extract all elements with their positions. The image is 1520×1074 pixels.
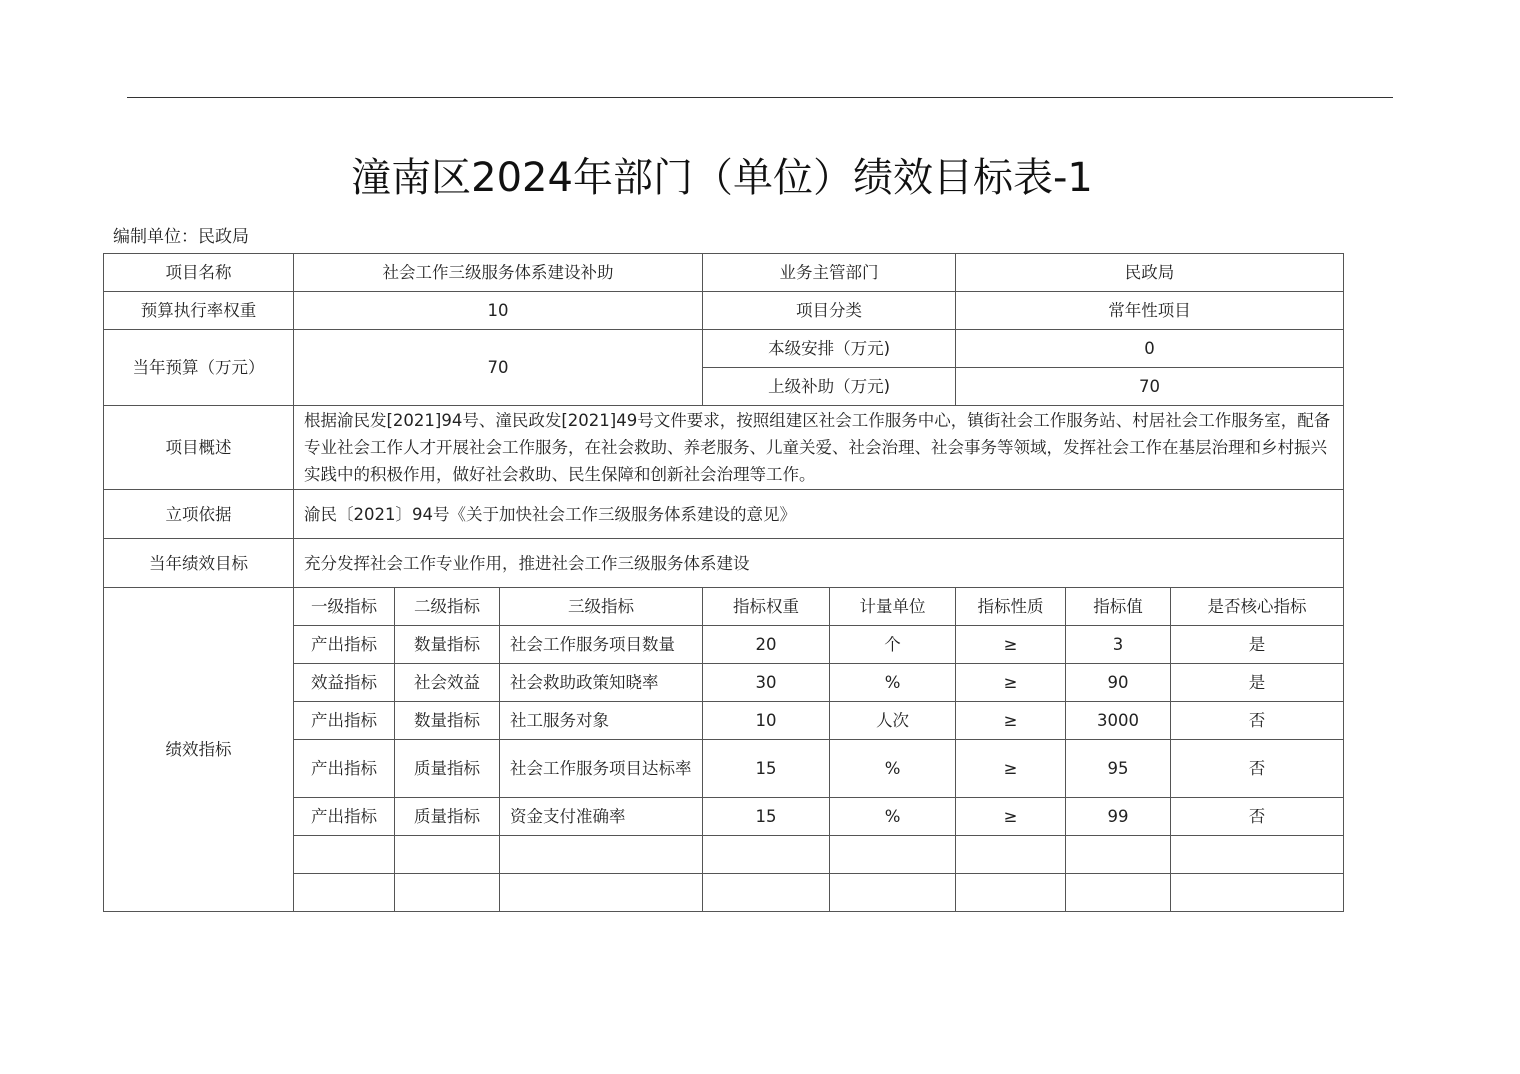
label-superior-subsidy: 上级补助（万元) bbox=[703, 368, 956, 406]
label-budget-weight: 预算执行率权重 bbox=[104, 292, 294, 330]
indicator-core: 是 bbox=[1171, 626, 1344, 664]
indicator-unit: % bbox=[830, 798, 956, 836]
indicator-unit: 个 bbox=[830, 626, 956, 664]
indicator-weight: 15 bbox=[703, 798, 830, 836]
value-overview: 根据渝民发[2021]94号、潼民政发[2021]49号文件要求，按照组建区社会工作服务中心，镇街社会工作服务站、村居社会工作服务室，配备专业社会工作人才开展社会工作服务，在社会救助、养老服务、儿童关爱、社会治理、社会事务等领域，发挥社会工作在基层治理和乡村振兴实践中的积极作用，做好社会救助、民生保障和创新社会治理等工作。 bbox=[294, 406, 1344, 490]
indicator-nature: ≥ bbox=[956, 664, 1066, 702]
indicator-header: 计量单位 bbox=[830, 588, 956, 626]
indicator-level3: 社会工作服务项目达标率 bbox=[500, 740, 703, 798]
indicator-core: 否 bbox=[1171, 740, 1344, 798]
indicator-level3: 社会救助政策知晓率 bbox=[500, 664, 703, 702]
org-line: 编制单位：民政局 bbox=[113, 227, 249, 247]
indicator-level3: 社工服务对象 bbox=[500, 702, 703, 740]
indicator-header: 三级指标 bbox=[500, 588, 703, 626]
label-annual-budget: 当年预算（万元） bbox=[104, 330, 294, 406]
label-annual-goal: 当年绩效目标 bbox=[104, 539, 294, 588]
indicator-header: 二级指标 bbox=[395, 588, 500, 626]
indicator-value: 3000 bbox=[1066, 702, 1171, 740]
indicator-level1: 产出指标 bbox=[294, 626, 395, 664]
value-superior-subsidy: 70 bbox=[956, 368, 1344, 406]
indicator-header: 指标性质 bbox=[956, 588, 1066, 626]
indicator-core: 否 bbox=[1171, 702, 1344, 740]
label-local-arrange: 本级安排（万元) bbox=[703, 330, 956, 368]
label-project-name: 项目名称 bbox=[104, 254, 294, 292]
indicator-unit: % bbox=[830, 664, 956, 702]
indicator-weight: 30 bbox=[703, 664, 830, 702]
indicator-header: 指标权重 bbox=[703, 588, 830, 626]
value-project-name: 社会工作三级服务体系建设补助 bbox=[294, 254, 703, 292]
label-category: 项目分类 bbox=[703, 292, 956, 330]
value-annual-budget: 70 bbox=[294, 330, 703, 406]
indicator-unit: % bbox=[830, 740, 956, 798]
indicator-level2: 质量指标 bbox=[395, 798, 500, 836]
value-category: 常年性项目 bbox=[956, 292, 1344, 330]
indicator-weight: 20 bbox=[703, 626, 830, 664]
indicator-value: 95 bbox=[1066, 740, 1171, 798]
indicator-value: 90 bbox=[1066, 664, 1171, 702]
indicator-unit: 人次 bbox=[830, 702, 956, 740]
indicator-nature: ≥ bbox=[956, 798, 1066, 836]
indicator-level2: 社会效益 bbox=[395, 664, 500, 702]
label-overview: 项目概述 bbox=[104, 406, 294, 490]
indicator-header: 是否核心指标 bbox=[1171, 588, 1344, 626]
indicator-level3: 社会工作服务项目数量 bbox=[500, 626, 703, 664]
indicator-value: 99 bbox=[1066, 798, 1171, 836]
indicator-core: 是 bbox=[1171, 664, 1344, 702]
indicator-weight: 15 bbox=[703, 740, 830, 798]
value-budget-weight: 10 bbox=[294, 292, 703, 330]
label-indicators: 绩效指标 bbox=[104, 588, 294, 912]
indicator-level2: 质量指标 bbox=[395, 740, 500, 798]
document-title: 潼南区2024年部门（单位）绩效目标表-1 bbox=[351, 155, 1093, 201]
value-annual-goal: 充分发挥社会工作专业作用，推进社会工作三级服务体系建设 bbox=[294, 539, 1344, 588]
label-dept: 业务主管部门 bbox=[703, 254, 956, 292]
indicator-level1: 产出指标 bbox=[294, 798, 395, 836]
value-basis: 渝民〔2021〕94号《关于加快社会工作三级服务体系建设的意见》 bbox=[294, 490, 1344, 539]
indicator-level3: 资金支付准确率 bbox=[500, 798, 703, 836]
indicator-nature: ≥ bbox=[956, 626, 1066, 664]
indicator-core: 否 bbox=[1171, 798, 1344, 836]
header-rule bbox=[127, 97, 1393, 98]
indicator-level2: 数量指标 bbox=[395, 702, 500, 740]
value-dept: 民政局 bbox=[956, 254, 1344, 292]
indicator-header: 一级指标 bbox=[294, 588, 395, 626]
indicator-level1: 产出指标 bbox=[294, 702, 395, 740]
indicator-nature: ≥ bbox=[956, 740, 1066, 798]
indicator-nature: ≥ bbox=[956, 702, 1066, 740]
indicator-header: 指标值 bbox=[1066, 588, 1171, 626]
label-basis: 立项依据 bbox=[104, 490, 294, 539]
indicator-weight: 10 bbox=[703, 702, 830, 740]
indicator-level1: 产出指标 bbox=[294, 740, 395, 798]
indicator-value: 3 bbox=[1066, 626, 1171, 664]
performance-table bbox=[103, 253, 1344, 912]
indicator-level2: 数量指标 bbox=[395, 626, 500, 664]
indicator-level1: 效益指标 bbox=[294, 664, 395, 702]
value-local-arrange: 0 bbox=[956, 330, 1344, 368]
